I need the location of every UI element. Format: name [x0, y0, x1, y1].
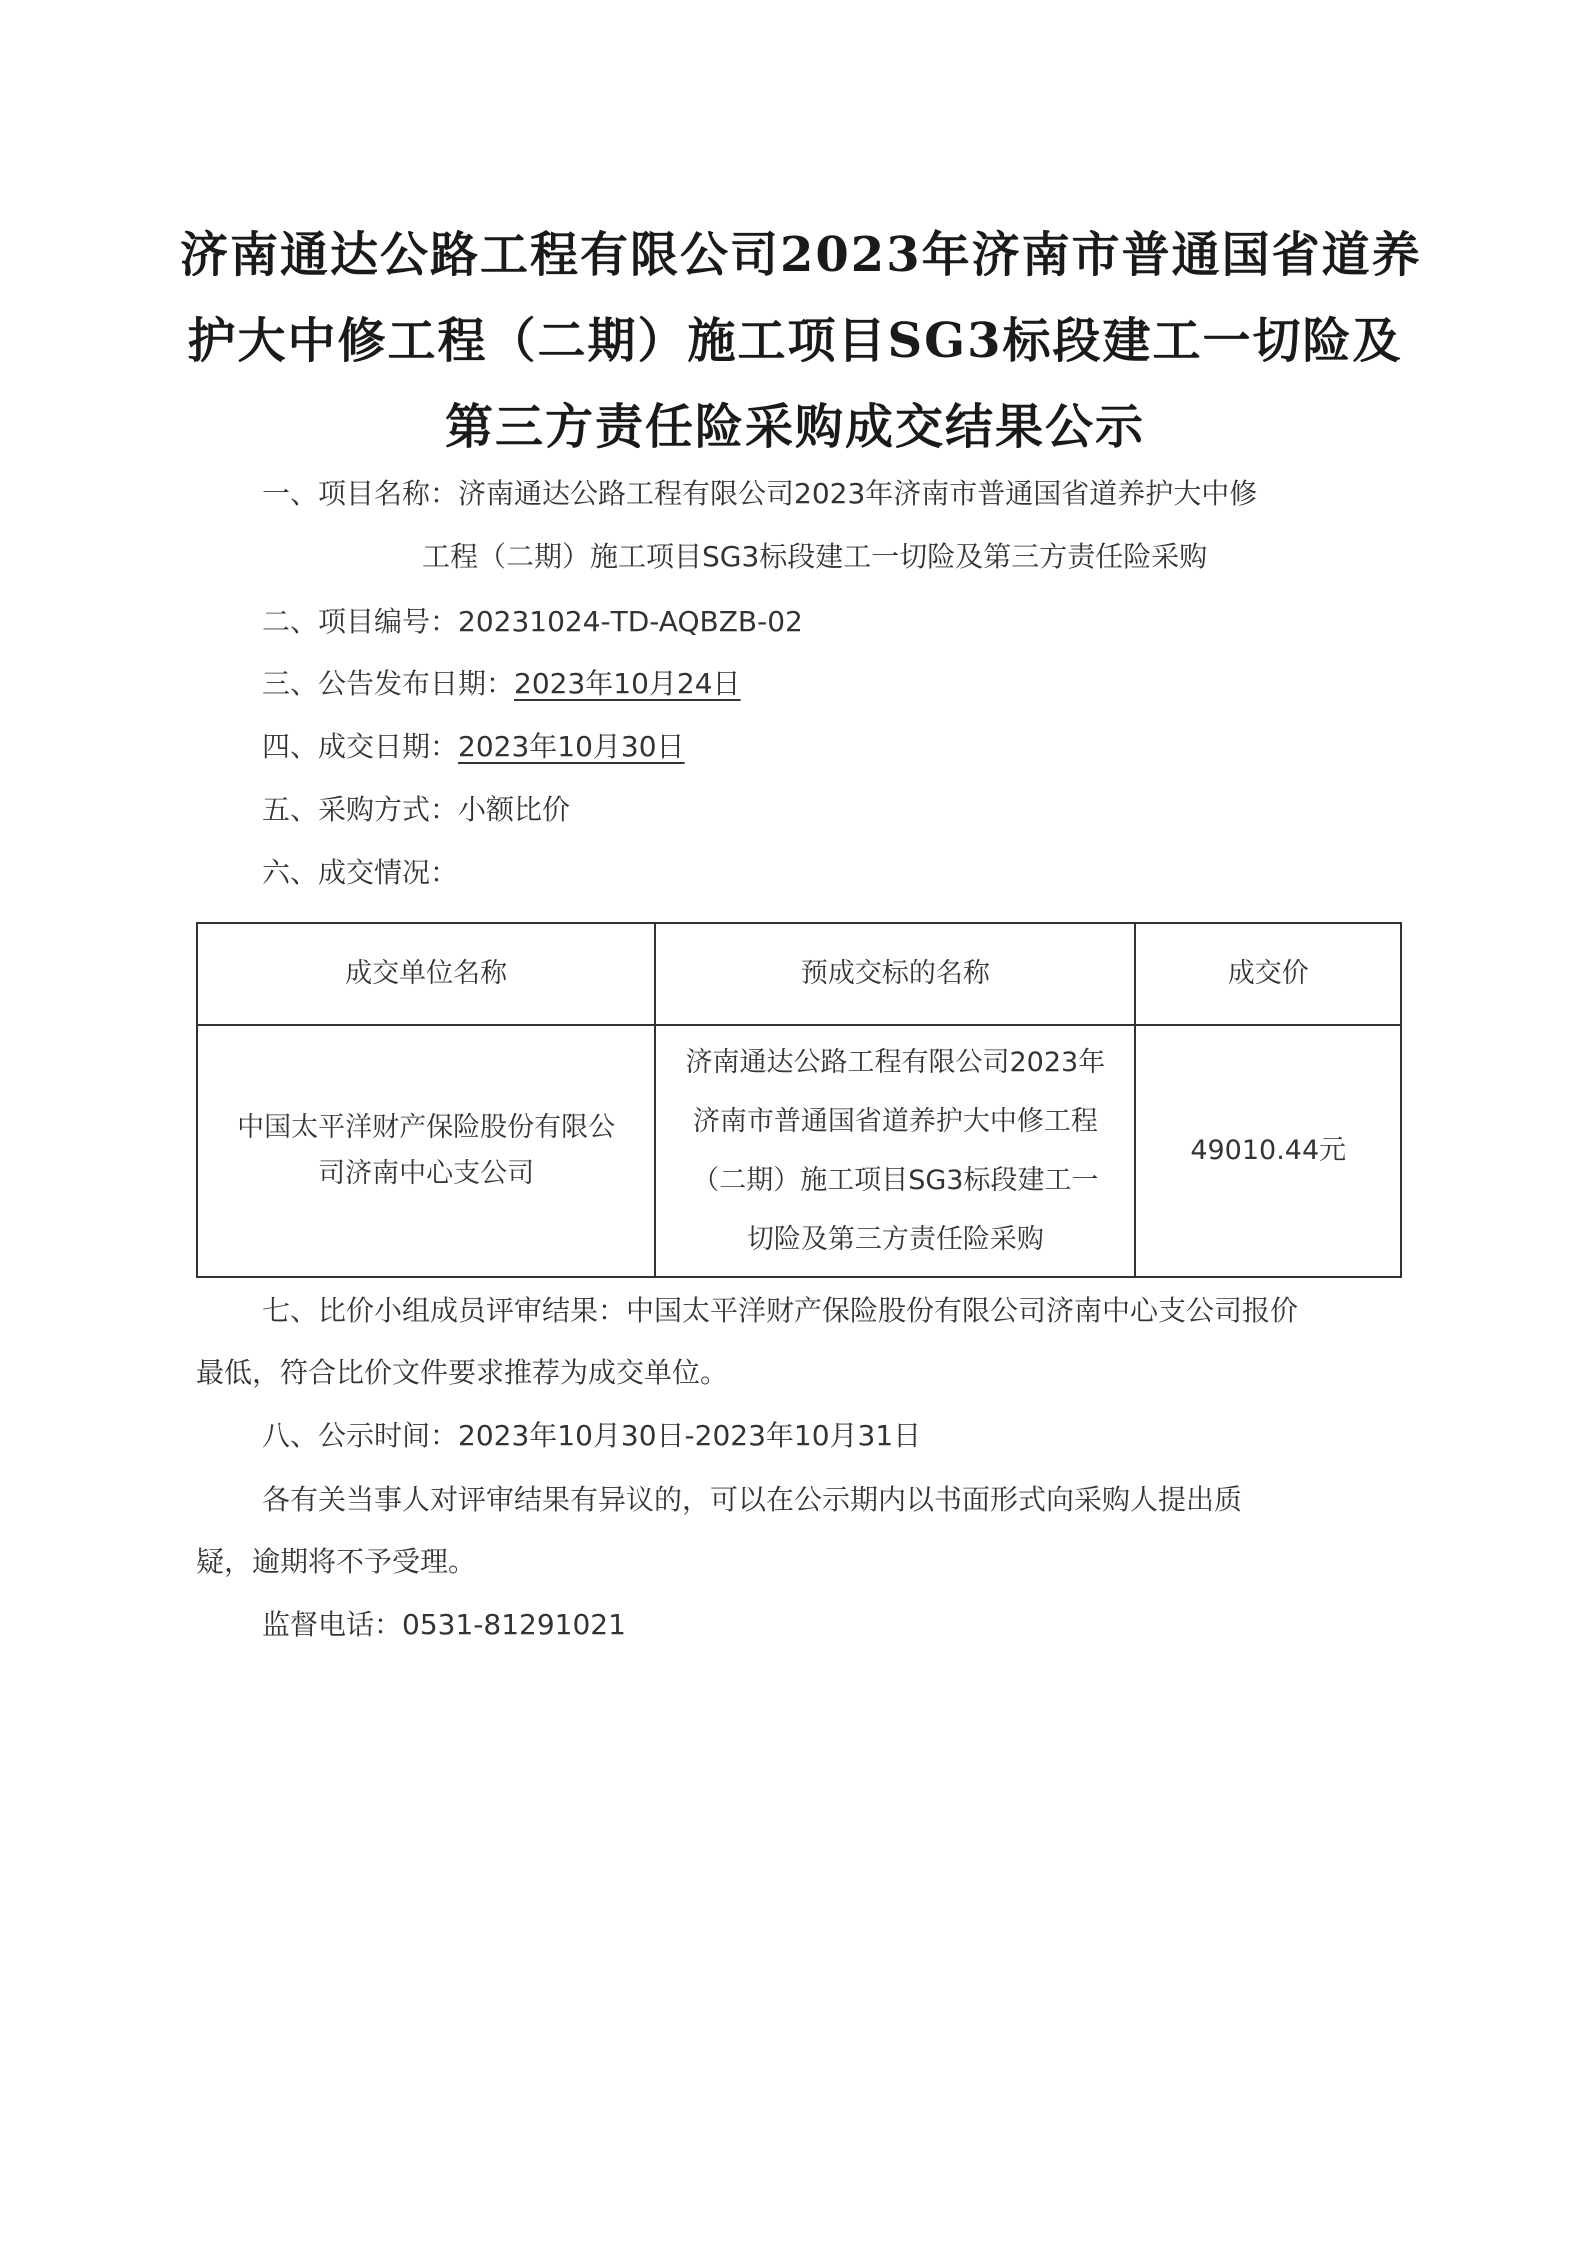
table-header-row	[197, 923, 1401, 1025]
review-result-line-2: 最低，符合比价文件要求推荐为成交单位。	[196, 1356, 729, 1389]
company-line-2: 司济南中心支公司	[318, 1158, 535, 1189]
cell-company	[197, 1025, 655, 1277]
deal-result-table	[196, 922, 1402, 1278]
deal-situation-label: 六、成交情况：	[262, 856, 459, 889]
objection-line-1: 各有关当事人对评审结果有异议的，可以在公示期内以书面形式向采购人提出质	[262, 1483, 1243, 1516]
announce-date-label: 三、公告发布日期：	[262, 667, 515, 700]
title-line-3: 第三方责任险采购成交结果公示	[444, 399, 1145, 455]
review-result-line-1: 七、比价小组成员评审结果：中国太平洋财产保险股份有限公司济南中心支公司报价	[262, 1294, 1299, 1327]
publicity-value: 2023年10月30日-2023年10月31日	[458, 1419, 922, 1452]
objection-line-2: 疑，逾期将不予受理。	[196, 1545, 477, 1578]
company-line-1: 中国太平洋财产保险股份有限公	[237, 1112, 616, 1143]
project-number-label: 二、项目编号：	[262, 605, 459, 638]
purchase-method-value: 小额比价	[458, 793, 571, 826]
project-name-label: 一、项目名称：	[262, 477, 459, 510]
publicity-period	[262, 1416, 921, 1456]
cell-price: 49010.44元	[1135, 1025, 1401, 1277]
announce-date-value: 2023年10月24日	[514, 667, 741, 700]
supervision-value: 0531-81291021	[402, 1608, 626, 1641]
subject-line-3: （二期）施工项目SG3标段建工一	[692, 1165, 1099, 1196]
deal-date-label: 四、成交日期：	[262, 730, 459, 763]
announce-date	[262, 664, 741, 704]
deal-date	[262, 727, 685, 767]
publicity-label: 八、公示时间：	[262, 1419, 459, 1452]
deal-date-value: 2023年10月30日	[458, 730, 685, 763]
supervision-phone	[262, 1605, 626, 1645]
title-line-1: 济南通达公路工程有限公司2023年济南市普通国省道养	[180, 227, 1422, 283]
project-number	[262, 602, 803, 642]
purchase-method	[262, 790, 570, 830]
supervision-label: 监督电话：	[262, 1608, 403, 1641]
purchase-method-label: 五、采购方式：	[262, 793, 459, 826]
document-title	[180, 212, 1422, 470]
title-line-2: 护大中修工程（二期）施工项目SG3标段建工一切险及	[187, 313, 1403, 369]
project-name-value-1: 济南通达公路工程有限公司2023年济南市普通国省道养护大中修	[458, 477, 1258, 510]
subject-line-2: 济南市普通国省道养护大中修工程	[692, 1106, 1098, 1137]
header-subject: 预成交标的名称	[655, 923, 1135, 1025]
header-price: 成交价	[1135, 923, 1401, 1025]
header-company: 成交单位名称	[197, 923, 655, 1025]
subject-line-1: 济南通达公路工程有限公司2023年	[685, 1047, 1106, 1078]
project-number-value: 20231024-TD-AQBZB-02	[458, 605, 803, 638]
table-row	[197, 1025, 1401, 1277]
subject-line-4: 切险及第三方责任险采购	[746, 1224, 1044, 1255]
cell-subject	[655, 1025, 1135, 1277]
project-name-line-2: 工程（二期）施工项目SG3标段建工一切险及第三方责任险采购	[422, 540, 1208, 573]
project-name-line-1	[262, 474, 1257, 514]
